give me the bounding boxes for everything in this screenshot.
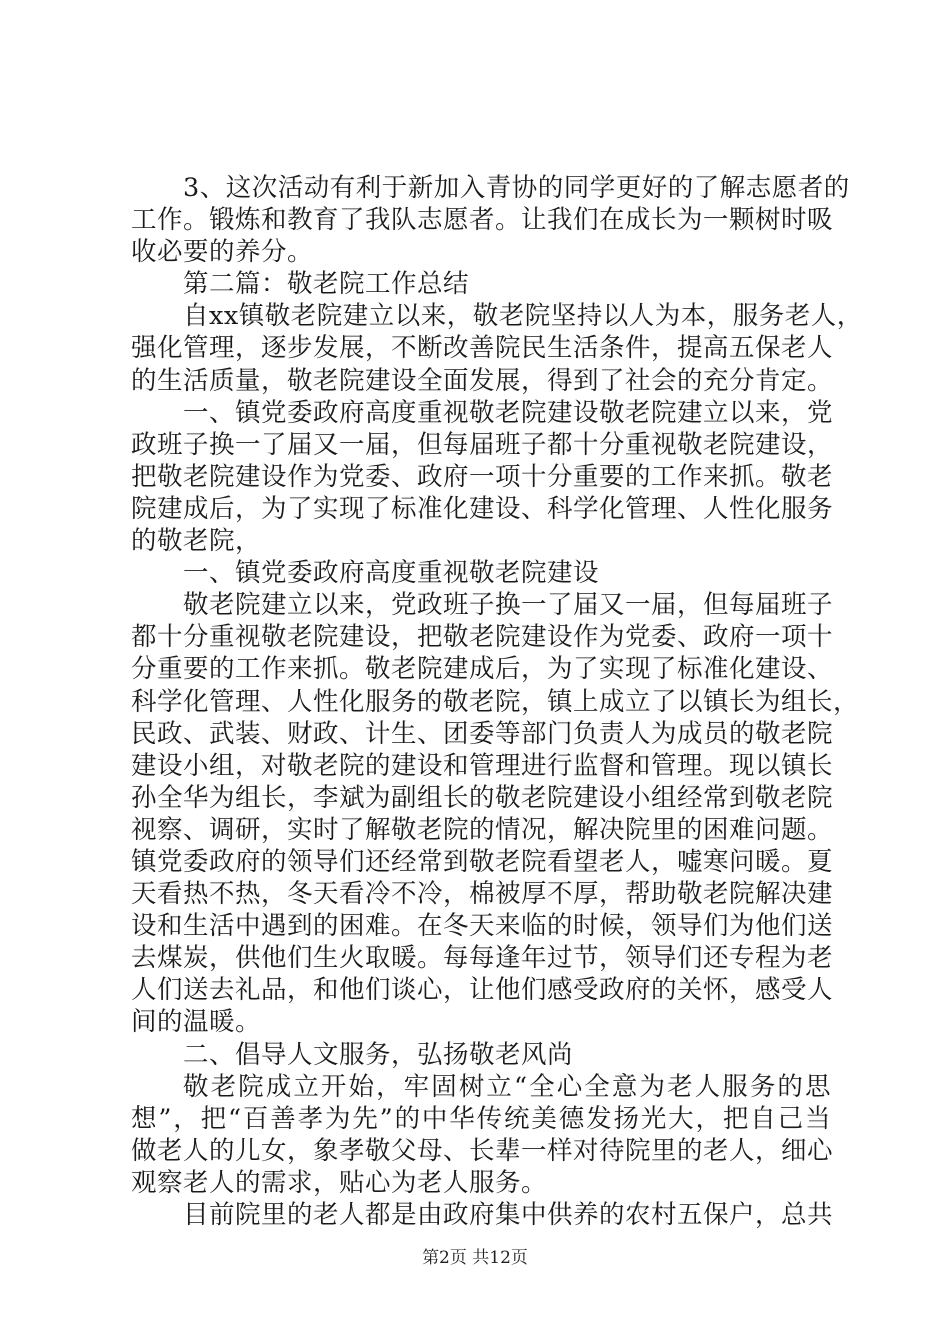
text-line: 强化管理，逐步发展，不断改善院民生活条件，提高五保老人 <box>131 333 834 364</box>
page-number-label: 第2页 共12页 <box>422 1248 528 1268</box>
text-line: 一、镇党委政府高度重视敬老院建设敬老院建立以来，党 <box>183 397 834 428</box>
text-line: 3、这次活动有利于新加入青协的同学更好的了解志愿者的 <box>183 173 850 203</box>
text-line: 把敬老院建设作为党委、政府一项十分重要的工作来抓。敬老 <box>131 461 834 492</box>
text-line: 民政、武装、财政、计生、团委等部门负责人为成员的敬老院 <box>131 718 834 749</box>
text-line: 都十分重视敬老院建设，把敬老院建设作为党委、政府一项十 <box>131 622 834 653</box>
text-line: 视察、调研，实时了解敬老院的情况，解决院里的困难问题。 <box>131 814 834 845</box>
text-line: 天看热不热，冬天看冷不冷，棉被厚不厚，帮助敬老院解决建 <box>131 879 834 910</box>
text-line: 做老人的儿女，象孝敬父母、长辈一样对待院里的老人，细心 <box>131 1135 834 1166</box>
text-line: 想”，把“百善孝为先”的中华传统美德发扬光大，把自己当 <box>131 1103 831 1134</box>
text-line: 观察老人的需求，贴心为老人服务。 <box>131 1167 548 1198</box>
text-line: 院建成后，为了实现了标准化建设、科学化管理、人性化服务 <box>131 493 834 524</box>
text-line: 自xx镇敬老院建立以来，敬老院坚持以人为本，服务老人， <box>183 301 863 332</box>
text-line: 收必要的养分。 <box>131 237 314 268</box>
text-line: 间的温暖。 <box>131 1007 262 1038</box>
text-line: 去煤炭，供他们生火取暖。每每逢年过节，领导们还专程为老 <box>131 943 834 974</box>
text-line: 二、倡导人文服务，弘扬敬老风尚 <box>183 1039 574 1070</box>
text-line: 敬老院成立开始，牢固树立“全心全意为老人服务的思 <box>183 1071 831 1102</box>
text-line: 政班子换一了届又一届，但每届班子都十分重视敬老院建设， <box>131 429 834 460</box>
text-line: 目前院里的老人都是由政府集中供养的农村五保户，总共 <box>183 1200 834 1230</box>
text-line: 孙全华为组长，李斌为副组长的敬老院建设小组经常到敬老院 <box>131 782 834 813</box>
text-line: 分重要的工作来抓。敬老院建成后，为了实现了标准化建设、 <box>131 654 834 685</box>
document-body <box>131 172 863 1231</box>
page-footer <box>0 1243 950 1268</box>
text-line: 镇党委政府的领导们还经常到敬老院看望老人，嘘寒问暖。夏 <box>131 846 834 877</box>
text-line: 建设小组，对敬老院的建设和管理进行监督和管理。现以镇长 <box>131 750 834 781</box>
text-line: 的敬老院， <box>131 526 262 557</box>
text-line: 一、镇党委政府高度重视敬老院建设 <box>183 558 600 589</box>
text-line: 第二篇：敬老院工作总结 <box>183 269 470 300</box>
text-line: 工作。锻炼和教育了我队志愿者。让我们在成长为一颗树时吸 <box>131 205 834 236</box>
text-line: 科学化管理、人性化服务的敬老院，镇上成立了以镇长为组长， <box>131 686 860 717</box>
text-line: 的生活质量，敬老院建设全面发展，得到了社会的充分肯定。 <box>131 365 834 396</box>
text-line: 人们送去礼品，和他们谈心，让他们感受政府的关怀，感受人 <box>131 975 834 1006</box>
text-line: 设和生活中遇到的困难。在冬天来临的时候，领导们为他们送 <box>131 911 834 942</box>
text-line: 敬老院建立以来，党政班子换一了届又一届，但每届班子 <box>183 590 834 621</box>
